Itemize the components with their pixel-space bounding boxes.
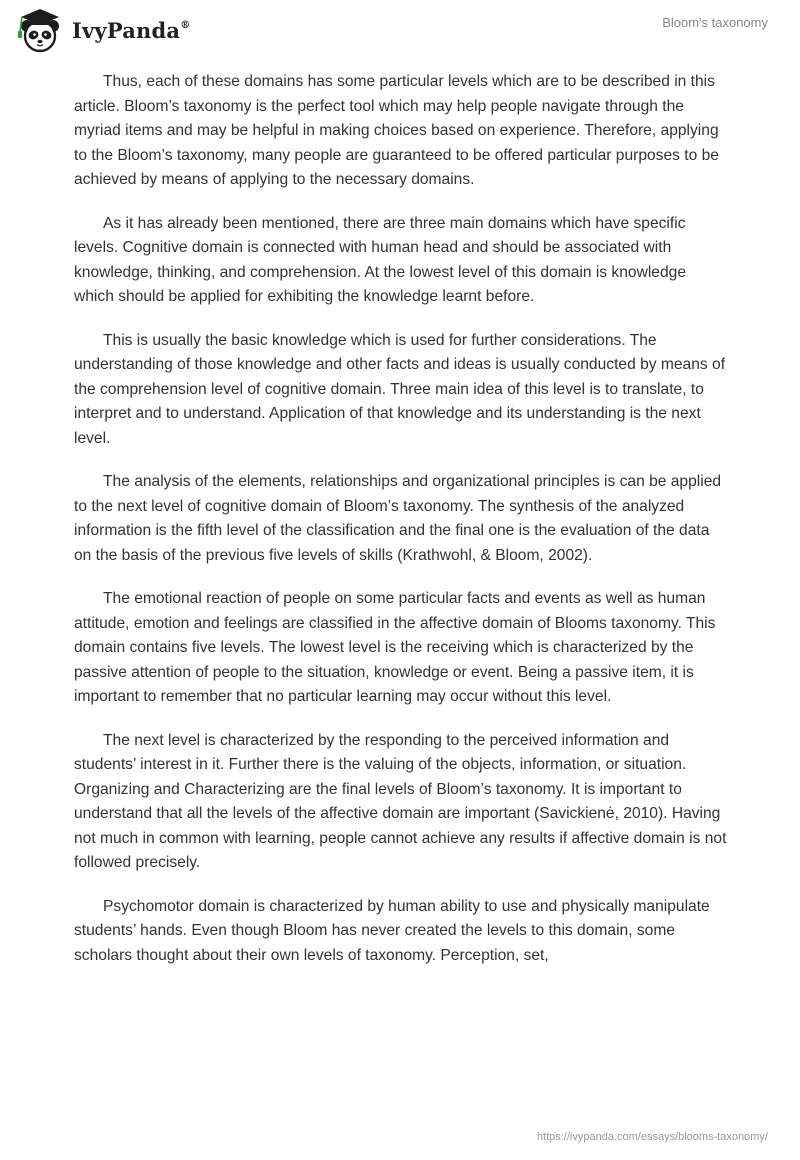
paragraph: The next level is characterized by the responding to the perceived information and students’ interest in it. Further there is the valuing of the objects, information, or situation. Organizing and Characterizing are the final levels of Bloom’s taxonomy. It is important to understand that all the levels of the affective domain are important (Savickienė, 2010). Having not much in common with learning, people cannot achieve any results if affective domain is not followed precisely. [74, 731, 727, 871]
page-header [0, 0, 800, 60]
registered-mark: ® [180, 19, 191, 31]
paragraph: Psychomotor domain is characterized by human ability to use and physically manipulate students’ hands. Even though Bloom has never created the levels to this domain, some scholars thought about their own levels of taxonomy. Perception, set, [74, 897, 710, 964]
paragraph: Thus, each of these domains has some particular levels which are to be described in this article. Bloom’s taxonomy is the perfect tool which may help people navigate through the myriad items and may be helpful in making choices based on experience. Therefore, applying to the Bloom’s taxonomy, many people are guaranteed to be offered particular purposes to be achieved by means of applying to the necessary domains. [74, 73, 719, 188]
brand-logo[interactable] [12, 6, 190, 54]
brand-name [72, 18, 190, 43]
brand-name-text: IvyPanda [72, 17, 181, 43]
source-url-link[interactable]: https://ivypanda.com/essays/blooms-taxonomy/ [536, 1131, 768, 1143]
document-title: Bloom's taxonomy [662, 15, 768, 30]
paragraph: The emotional reaction of people on some particular facts and events as well as human attitude, emotion and feelings are classified in the affective domain of Blooms taxonomy. This domain contains five levels. The lowest level is the receiving which is characterized by the passive attention of people to the situation, knowledge or event. Being a passive item, it is important to remember that no particular learning may occur without this level. [74, 590, 716, 705]
essay-body [74, 70, 730, 987]
paragraph: As it has already been mentioned, there are three main domains which have specific levels. Cognitive domain is connected with human head and should be associated with knowledge, thinking, and comprehension. At the lowest level of this domain is knowledge which should be applied for exhibiting the knowledge learnt before. [74, 214, 686, 305]
panda-graduate-icon [12, 6, 68, 54]
paragraph: The analysis of the elements, relationships and organizational principles is can be applied to the next level of cognitive domain of Bloom’s taxonomy. The synthesis of the analyzed information is the fifth level of the classification and the final one is the evaluation of the data on the basis of the previous five levels of skills (Krathwohl, & Bloom, 2002). [74, 473, 722, 564]
paragraph: This is usually the basic knowledge which is used for further considerations. The understanding of those knowledge and other facts and ideas is usually conducted by means of the comprehension level of cognitive domain. Three main idea of this level is to translate, to interpret and to understand. Application of that knowledge and its understanding is the next level. [74, 331, 726, 447]
